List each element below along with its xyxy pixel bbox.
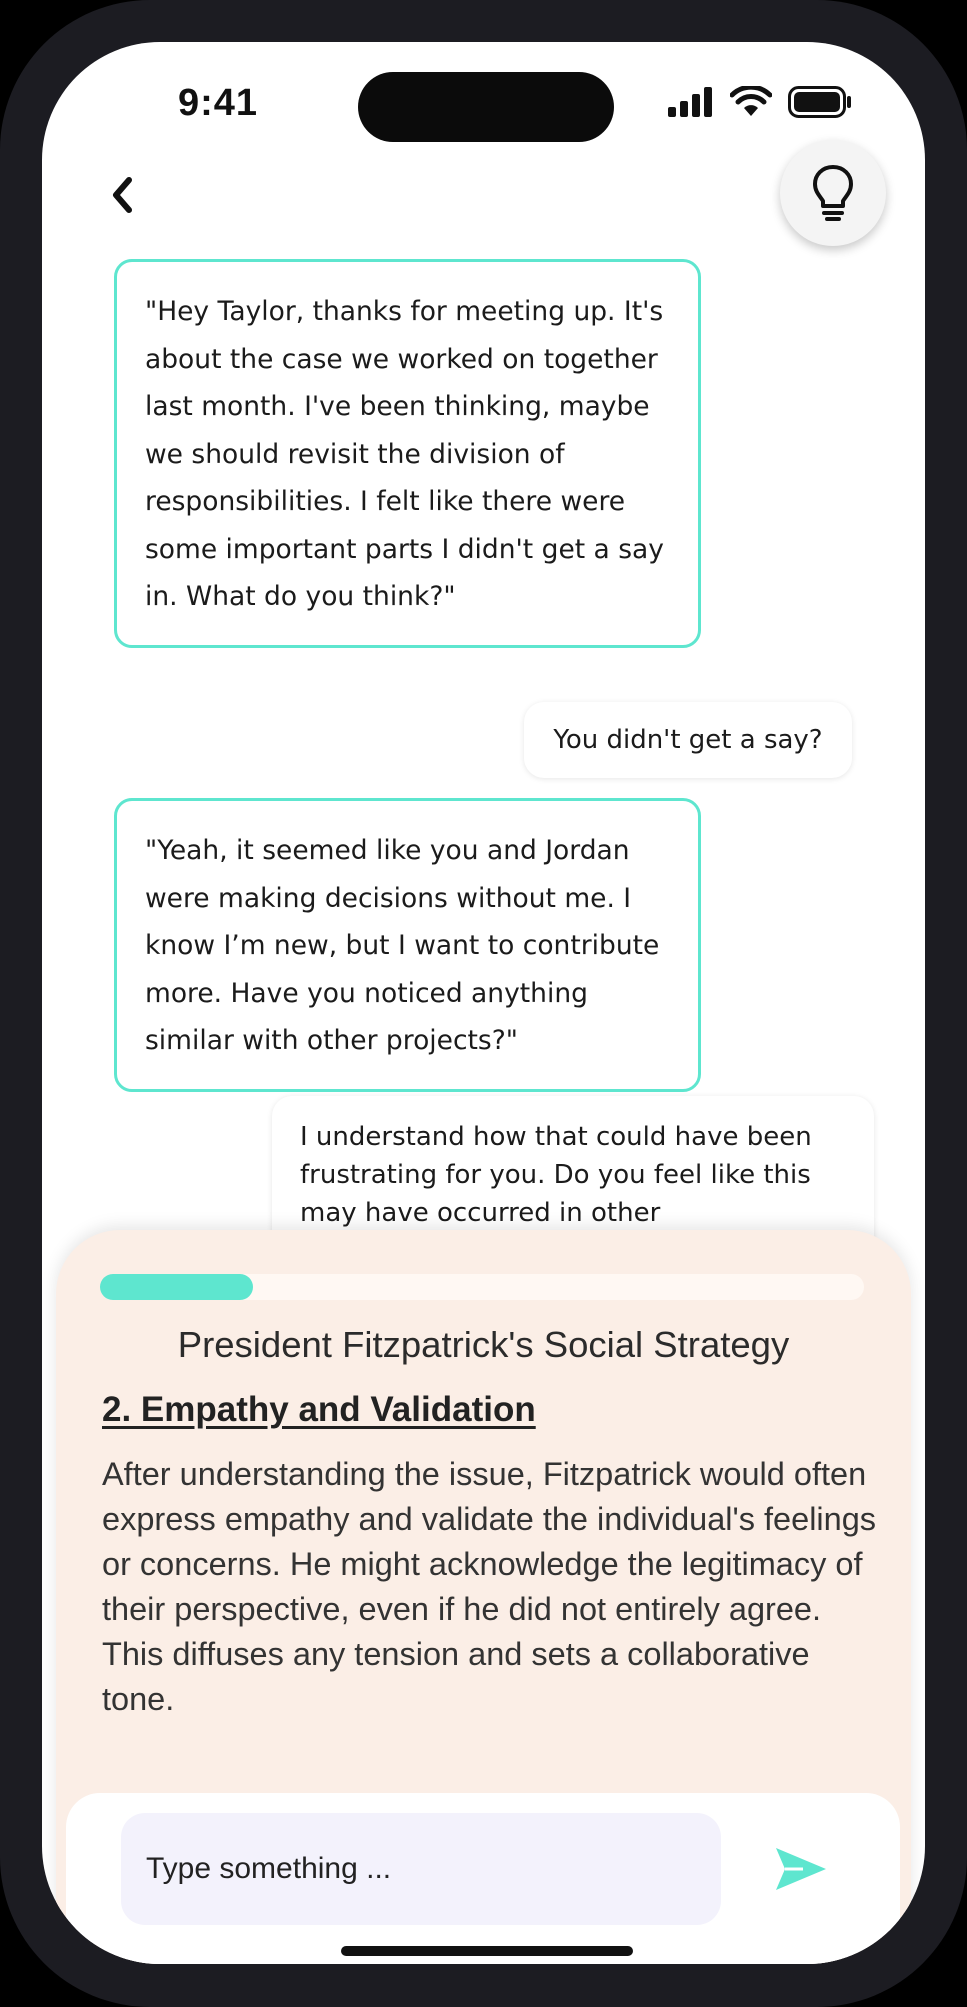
chevron-left-icon	[109, 175, 135, 215]
send-button[interactable]	[766, 1839, 836, 1899]
status-time: 9:41	[178, 82, 259, 124]
lightbulb-icon	[811, 163, 855, 223]
back-button[interactable]	[92, 160, 152, 230]
incoming-message: "Hey Taylor, thanks for meeting up. It's about the case we worked on together last month. I've been thinking, maybe we should revisit the division of responsibilities. I felt like there were some important parts I didn't get a say in. What do you think?"	[114, 259, 701, 648]
incoming-message: "Yeah, it seemed like you and Jordan were making decisions without me. I know I’m new, but I want to contribute more. Have you noticed anything similar with other projects?"	[114, 798, 701, 1092]
strategy-body: After understanding the issue, Fitzpatrick would often express empathy and validate the individual's feelings or concerns. He might acknowledge the legitimacy of their perspective, even if he did not entirely agree. This diffuses any tension and sets a collaborative tone.	[102, 1456, 877, 1717]
status-icons	[668, 86, 852, 118]
hint-button[interactable]	[780, 140, 886, 246]
message-composer	[66, 1793, 900, 1964]
outgoing-message: You didn't get a say?	[524, 702, 852, 778]
wifi-icon	[730, 86, 772, 118]
battery-icon	[788, 86, 852, 118]
app-screen	[42, 42, 925, 1964]
strategy-progress-fill	[100, 1274, 253, 1300]
message-input[interactable]	[121, 1813, 721, 1925]
strategy-title: President Fitzpatrick's Social Strategy	[177, 1324, 790, 1365]
strategy-progress-bar	[100, 1274, 864, 1300]
send-icon	[773, 1845, 829, 1893]
home-indicator	[341, 1946, 633, 1956]
dynamic-island	[358, 72, 614, 142]
strategy-heading: 2. Empathy and Validation	[102, 1390, 536, 1429]
cellular-signal-icon	[668, 87, 714, 117]
outgoing-message: I understand how that could have been frustrating for you. Do you feel like this may have occurred in other	[272, 1096, 874, 1258]
